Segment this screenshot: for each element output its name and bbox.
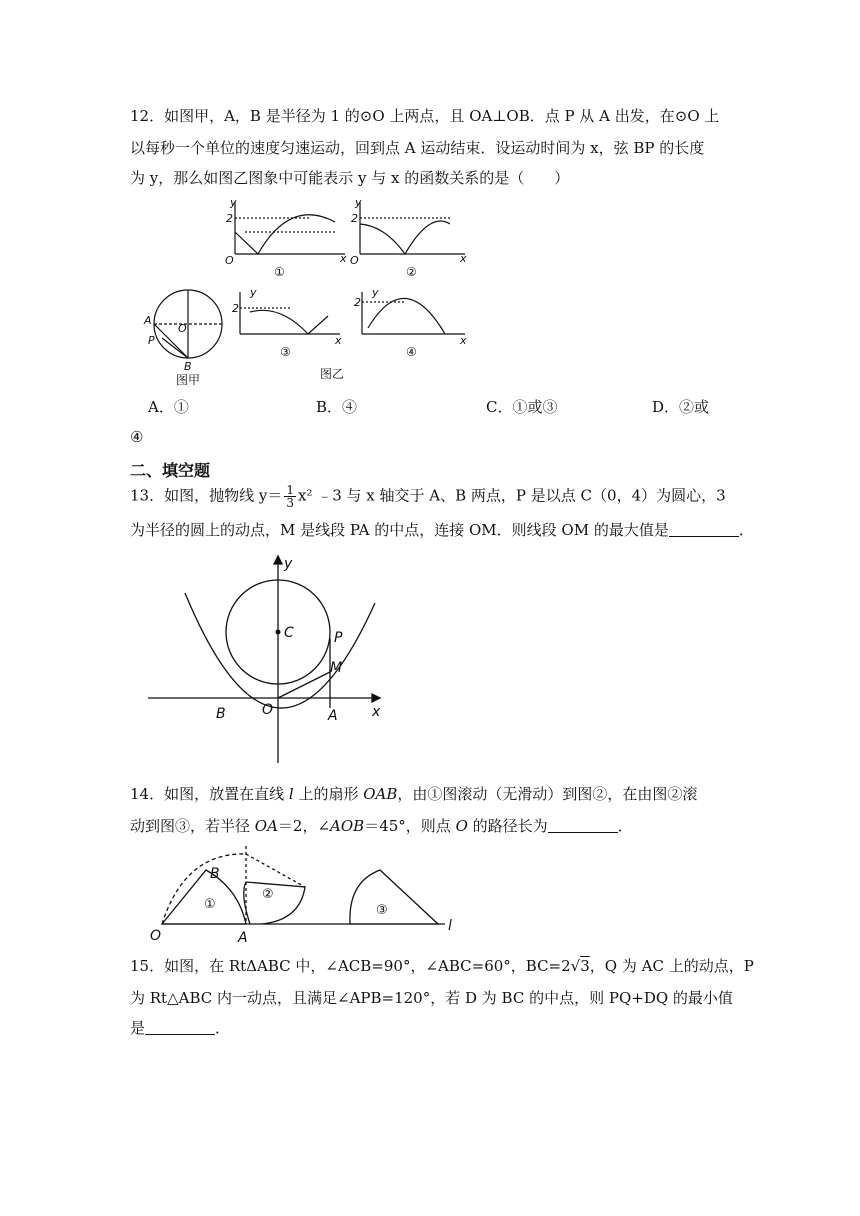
- q13-o-label: O: [262, 702, 274, 718]
- fraction-denominator: 3: [286, 496, 294, 510]
- sector-3-label: ③: [376, 903, 388, 918]
- q15-l3-end: ．: [215, 1019, 231, 1037]
- circle-b-label: B: [184, 360, 192, 373]
- q15-l3-a: 是: [130, 1019, 146, 1037]
- q13-y-label: y: [284, 556, 293, 572]
- q13-part-1: 13．如图，抛物线 y＝: [130, 486, 283, 505]
- fraction: [284, 484, 296, 509]
- q15-l1-b: ，Q 为 AC 上的动点，P: [589, 957, 754, 975]
- graph-3-label: ③: [280, 345, 291, 359]
- answer-blank[interactable]: [669, 522, 739, 537]
- section-title: 二、填空题: [130, 461, 211, 480]
- q14-l2-c: ＝45°，则点: [364, 817, 456, 835]
- q15-line-2: 为 Rt△ABC 内一动点，且满足∠APB=120°，若 D 为 BC 的中点，则 PQ+DQ 的最小值: [130, 989, 733, 1007]
- g4-x-label: x: [460, 334, 467, 347]
- q13-part-2: x² ﹣3 与 x 轴交于 A、B 两点，P 是以点 C（0，4）为圆心，3: [297, 486, 726, 505]
- q13-line-2-end: ．: [738, 521, 754, 539]
- g1-origin-label: O: [225, 254, 234, 267]
- q14-l1-a: 14．如图，放置在直线: [130, 785, 289, 803]
- g3-two-label: 2: [232, 302, 239, 315]
- q13-line-2-text: 为半径的圆上的动点，M 是线段 PA 的中点，连接 OM．则线段 OM 的最大值是: [130, 521, 669, 539]
- q14-l1-l: l: [288, 785, 294, 803]
- option-d: D．②或: [652, 398, 710, 416]
- q15-line-3: [130, 1018, 230, 1038]
- option-b: B．④: [316, 398, 358, 416]
- q14-b-label: B: [210, 866, 220, 882]
- q12-line-3: 为 y，那么如图乙图象中可能表示 y 与 x 的函数关系的是（ ）: [130, 169, 570, 187]
- option-d-continued: ④: [130, 428, 144, 446]
- q14-o-label: O: [150, 928, 162, 944]
- q15-line-1: [130, 956, 754, 976]
- graph-1-label: ①: [274, 265, 285, 279]
- q14-l-label: l: [448, 918, 452, 934]
- q14-l2-a: 动到图③，若半径: [130, 817, 255, 835]
- q15-answer-blank[interactable]: [145, 1020, 215, 1035]
- g1-two-label: 2: [226, 212, 233, 225]
- q13-line-2: [130, 520, 754, 540]
- q12-line-1: 12．如图甲，A，B 是半径为 1 的⊙O 上两点，且 OA⊥OB．点 P 从 A 出发，在⊙O 上: [130, 107, 720, 125]
- sqrt-symbol: √: [570, 957, 581, 975]
- g2-y-label: y: [355, 196, 362, 209]
- sqrt-value: 3: [580, 957, 590, 975]
- sector-1-label: ①: [204, 897, 216, 912]
- sector-2-label: ②: [262, 887, 274, 902]
- q12-line-2: 以每秒一个单位的速度匀速运动，回到点 A 运动结束．设运动时间为 x，弦 BP 的长度: [130, 139, 705, 157]
- g4-y-label: y: [372, 286, 379, 299]
- q14-l2-o: O: [455, 817, 468, 835]
- caption-yi: 图乙: [320, 367, 345, 381]
- q14-l1-c: ，由①图滚动（无滑动）到图②，在由图②滚: [397, 785, 698, 803]
- caption-jia: 图甲: [176, 373, 201, 387]
- fraction-numerator: 1: [286, 483, 294, 497]
- q14-l2-aob: AOB: [330, 817, 365, 835]
- g1-y-label: y: [230, 196, 237, 209]
- q14-l2-end: ．: [617, 817, 633, 835]
- q15-l1-a: 15．如图，在 RtΔABC 中，∠ACB=90°，∠ABC=60°，BC=2: [130, 957, 571, 975]
- q14-l1-oab: OAB: [363, 785, 398, 803]
- graph-4-label: ④: [406, 345, 417, 359]
- q13-a-label: A: [328, 708, 338, 724]
- q14-line-2: [130, 816, 633, 836]
- q13-line-1: [130, 484, 726, 509]
- q14-l2-d: 的路径长为: [467, 817, 548, 835]
- q14-answer-blank[interactable]: [548, 818, 618, 833]
- graph-2-label: ②: [406, 265, 417, 279]
- g3-x-label: x: [335, 334, 342, 347]
- q13-m-label: M: [330, 660, 343, 676]
- q14-l2-b: ＝2，∠: [277, 817, 331, 835]
- q13-p-label: P: [334, 630, 343, 646]
- g4-two-label: 2: [354, 296, 361, 309]
- q12-figure: [140, 196, 480, 391]
- q14-l1-b: 上的扇形: [293, 785, 364, 803]
- q14-figure: [140, 842, 470, 947]
- q13-c-label: C: [284, 625, 294, 641]
- g2-x-label: x: [460, 252, 467, 265]
- circle-p-label: P: [148, 334, 155, 347]
- circle-a-label: A: [144, 314, 152, 327]
- g2-origin-label: O: [350, 254, 359, 267]
- option-a: A．①: [148, 398, 189, 416]
- q14-l2-oa: OA: [254, 817, 278, 835]
- g2-two-label: 2: [351, 212, 358, 225]
- circle-o-label: O: [178, 322, 187, 335]
- q13-figure: [140, 548, 400, 768]
- q13-b-label: B: [216, 706, 226, 722]
- option-c: C．①或③: [486, 398, 558, 416]
- q14-line-1: [130, 784, 697, 804]
- g3-y-label: y: [250, 286, 257, 299]
- q14-a-label: A: [238, 930, 248, 946]
- g1-x-label: x: [340, 252, 347, 265]
- q13-x-label: x: [372, 704, 381, 720]
